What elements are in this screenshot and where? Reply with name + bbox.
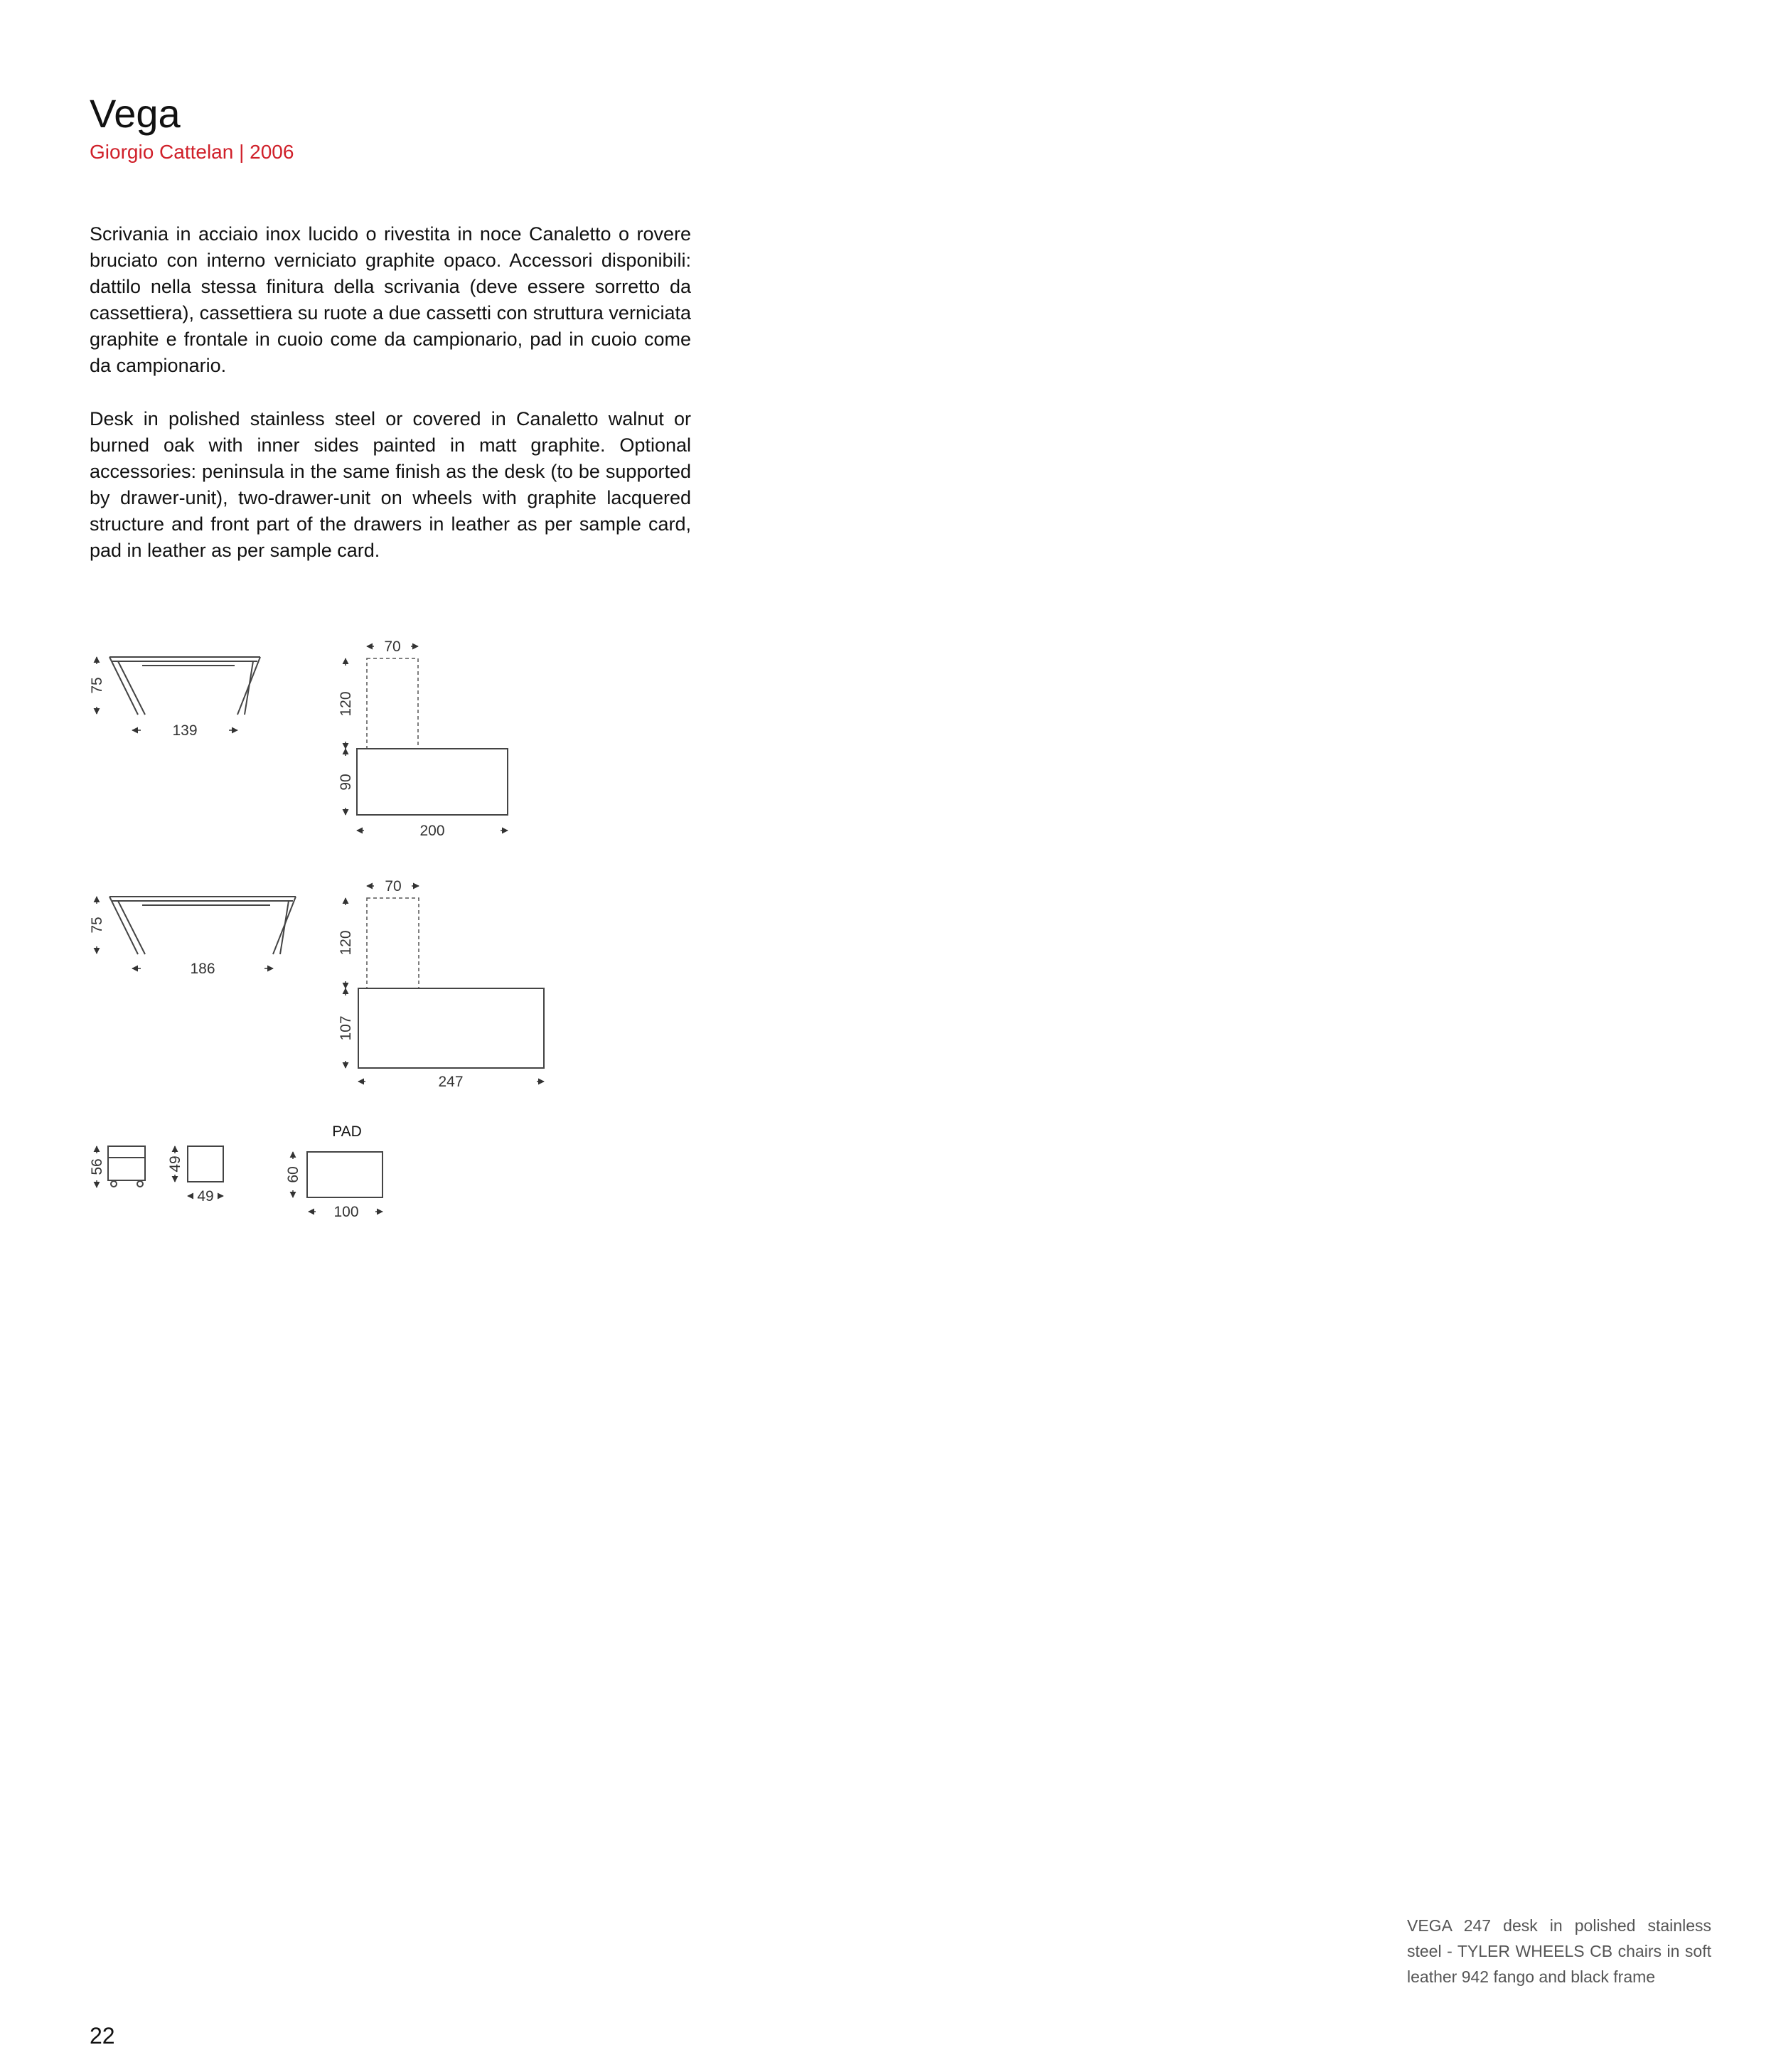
drawer-unit-top-outline	[188, 1146, 223, 1182]
pad-width-label: 100	[333, 1204, 359, 1220]
designer-and-year: Giorgio Cattelan | 2006	[90, 141, 294, 163]
drawer-unit-width-label: 49	[197, 1188, 214, 1205]
desk-small-side-outline	[109, 657, 260, 715]
pad-depth-dimension	[285, 1152, 301, 1197]
photo-caption: VEGA 247 desk in polished stainless steel - TYLER WHEELS CB chairs in soft leather 942 fango and black frame	[1407, 1916, 1711, 1986]
drawer-unit-width-dimension	[188, 1188, 223, 1205]
desk-large-top-width-label: 247	[438, 1074, 464, 1090]
drawer-unit-depth-dimension	[167, 1146, 183, 1182]
drawer-unit-height-dimension	[89, 1146, 105, 1187]
desk-large-width-dimension	[132, 961, 273, 977]
desk-small-side-view	[89, 657, 260, 739]
desk-small-top-depth-dimension	[338, 749, 354, 815]
pad-width-dimension	[309, 1204, 383, 1220]
drawer-unit-height-label: 56	[89, 1158, 105, 1175]
desk-small-top-depth-label: 90	[338, 774, 354, 791]
desk-large-peninsula-outline	[367, 898, 419, 988]
description-italian: Scrivania in acciaio inox lucido o rivestita in noce Canaletto o rovere bruciato con interno verniciato graphite opaco. Accessori disponibili: dattilo nella stessa finitura della scrivania (deve essere sorretto da cassettiera), cassettiera su ruote a due cassetti con struttura verniciata graphite e frontale in cuoio come da campionario, pad in cuoio come da campionario.	[90, 223, 691, 376]
pad-label: PAD	[332, 1123, 362, 1140]
desk-small-peninsula-length-label: 120	[338, 691, 354, 717]
desk-large-side-outline	[109, 897, 296, 954]
desk-large-side-width-label: 186	[190, 961, 215, 977]
drawer-unit-side-view	[89, 1146, 145, 1187]
page-title: Vega	[90, 91, 181, 136]
desk-small-top-view	[338, 639, 508, 839]
desk-large-peninsula-length-label: 120	[338, 930, 354, 956]
desk-large-peninsula-width-dimension	[367, 878, 419, 895]
desk-small-top-width-label: 200	[419, 823, 445, 839]
desk-small-peninsula-length-dimension	[338, 658, 354, 749]
description-english: Desk in polished stainless steel or covered in Canaletto walnut or burned oak with inner sides painted in matt graphite. Optional accessories: peninsula in the same finish as the desk (to be supported by drawer-unit), two-drawer-unit on wheels with graphite lacquered structure and front part of the drawers in leather as per sample card, pad in leather as per sample card.	[90, 408, 691, 561]
pad-depth-label: 60	[285, 1166, 301, 1183]
drawer-unit-side-outline	[108, 1146, 145, 1187]
desk-large-peninsula-length-dimension	[338, 898, 354, 988]
desk-small-peninsula-width-dimension	[367, 639, 418, 655]
desk-small-top-outline	[357, 749, 508, 815]
page-number: 22	[90, 2023, 115, 2049]
pad-outline	[307, 1152, 383, 1197]
desk-large-height-dimension	[89, 897, 105, 954]
desk-large-peninsula-width-label: 70	[385, 878, 402, 895]
pad-drawing	[285, 1123, 383, 1220]
desk-small-peninsula-outline	[367, 658, 418, 749]
desk-large-top-outline	[358, 988, 544, 1068]
desk-large-top-width-dimension	[358, 1074, 544, 1090]
desk-small-top-width-dimension	[357, 823, 508, 839]
desk-large-top-view	[338, 878, 544, 1090]
desk-large-side-height-label: 75	[89, 917, 105, 934]
desk-small-width-dimension	[132, 722, 237, 739]
desk-small-peninsula-width-label: 70	[384, 639, 401, 655]
drawer-unit-depth-label: 49	[167, 1155, 183, 1173]
desk-small-side-height-label: 75	[89, 677, 105, 694]
desk-large-top-depth-dimension	[338, 988, 354, 1068]
desk-small-side-width-label: 139	[172, 722, 198, 739]
desk-small-height-dimension	[89, 657, 105, 714]
drawer-unit-top-view	[167, 1146, 223, 1205]
desk-large-side-view	[89, 897, 296, 977]
desk-large-top-depth-label: 107	[338, 1015, 354, 1041]
